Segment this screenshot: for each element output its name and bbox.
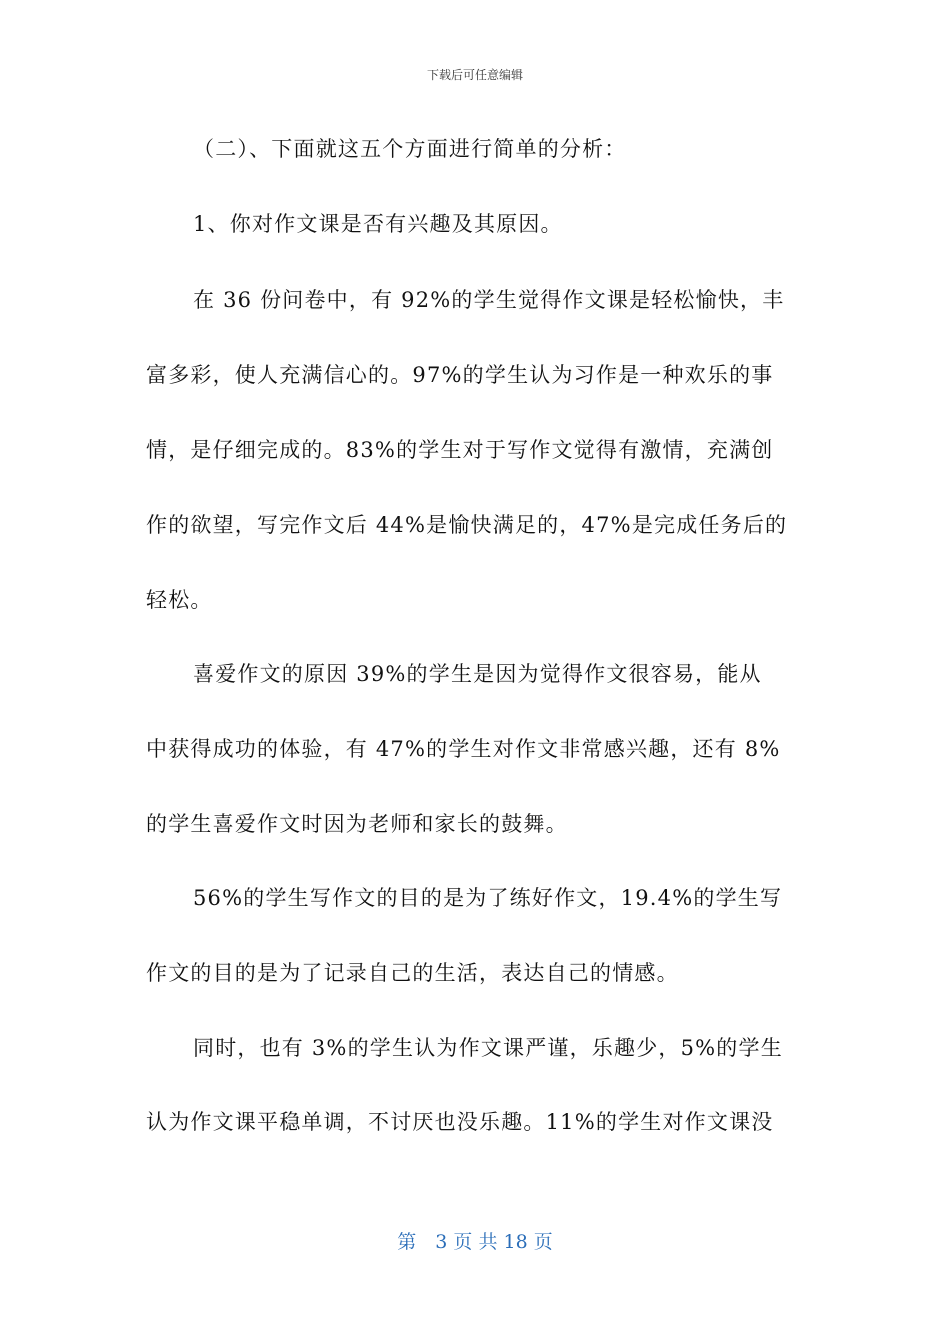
section-heading: （二）、下面就这五个方面进行简单的分析： (193, 137, 627, 161)
paragraph-line: 作的欲望，写完作文后 44%是愉快满足的，47%是完成任务后的 (146, 513, 788, 537)
paragraph-line: 中获得成功的体验，有 47%的学生对作文非常感兴趣，还有 8% (146, 737, 781, 761)
paragraph-line: 同时，也有 3%的学生认为作文课严谨，乐趣少，5%的学生 (193, 1036, 783, 1060)
paragraph-line: 情，是仔细完成的。83%的学生对于写作文觉得有激情，充满创 (146, 438, 774, 462)
paragraph-line: 作文的目的是为了记录自己的生活，表达自己的情感。 (146, 961, 679, 985)
paragraph-line: 喜爱作文的原因 39%的学生是因为觉得作文很容易，能从 (193, 662, 762, 686)
paragraph-line: 的学生喜爱作文时因为老师和家长的鼓舞。 (146, 812, 568, 836)
paragraph-line: 轻松。 (146, 588, 213, 612)
page-header-note: 下载后可任意编辑 (426, 68, 523, 82)
paragraph-line: 富多彩，使人充满信心的。97%的学生认为习作是一种欢乐的事 (146, 363, 774, 387)
question-heading: 1、你对作文课是否有兴趣及其原因。 (193, 212, 563, 236)
paragraph-line: 认为作文课平稳单调，不讨厌也没乐趣。11%的学生对作文课没 (146, 1110, 774, 1134)
paragraph-line: 在 36 份问卷中，有 92%的学生觉得作文课是轻松愉快，丰 (193, 288, 785, 312)
paragraph-line: 56%的学生写作文的目的是为了练好作文，19.4%的学生写 (193, 886, 783, 910)
page-number: 第 3 页 共 18 页 (397, 1231, 553, 1253)
